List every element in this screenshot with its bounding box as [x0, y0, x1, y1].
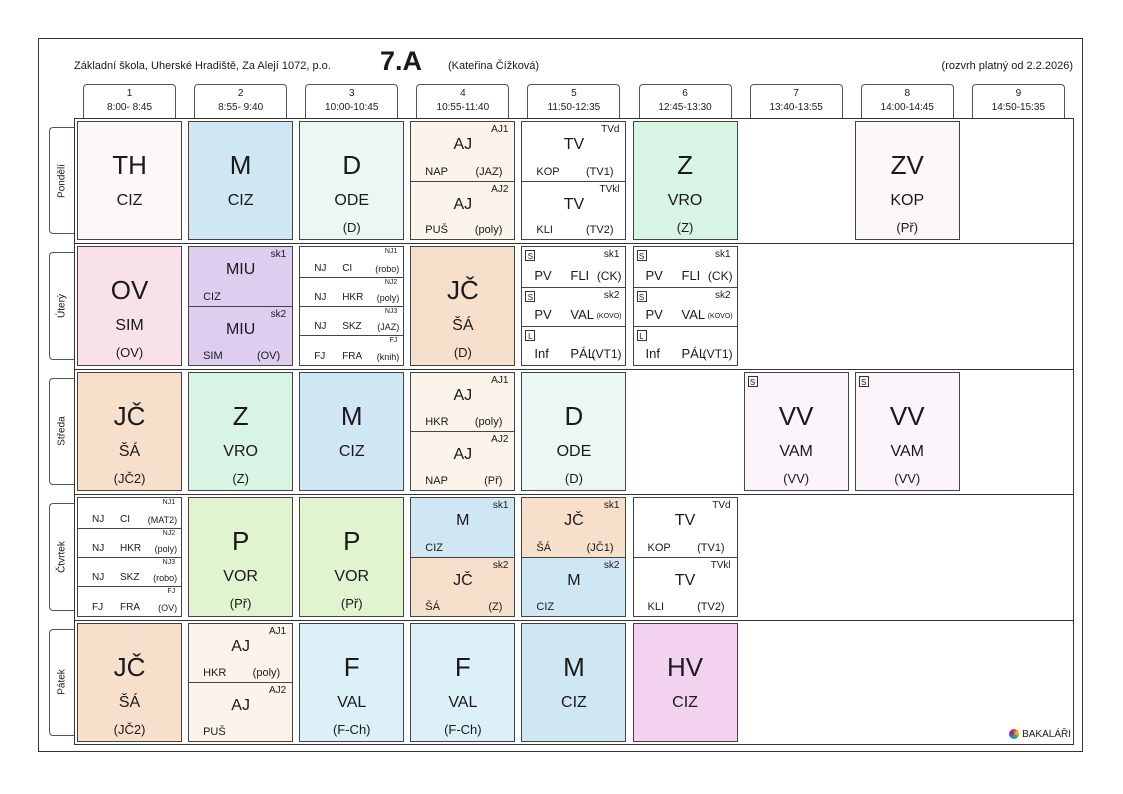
lesson-subject: Z — [677, 150, 693, 180]
lesson-group — [522, 181, 625, 240]
lesson-room: (VV) — [894, 470, 921, 486]
group-teacher: FLI — [570, 267, 590, 283]
lesson-cell — [633, 246, 738, 365]
period-2 — [194, 84, 287, 118]
day-name: Čtvrtek — [56, 541, 68, 573]
group-room: (poly) — [474, 416, 503, 429]
group-room: (robo) — [153, 573, 178, 584]
lesson-subject: ZV — [890, 150, 924, 180]
lesson-room: (D) — [453, 345, 472, 361]
group-subject: MIU — [225, 261, 256, 279]
lesson-cell — [77, 372, 182, 491]
lesson-teacher: VOR — [334, 568, 370, 586]
group-subject: FJ — [92, 601, 104, 613]
lesson-cell — [188, 623, 293, 742]
group-name: NJ1 — [384, 248, 398, 256]
group-subject: TV — [563, 136, 585, 153]
group-subject: TV — [674, 512, 696, 530]
lesson-tag: S — [859, 376, 869, 387]
lesson-teacher: ŠÁ — [452, 317, 474, 335]
lesson-teacher: VAL — [448, 693, 478, 711]
lesson-group — [78, 528, 181, 557]
lesson-group — [522, 557, 625, 616]
group-teacher: FLI — [681, 267, 701, 283]
group-subject: Inf — [645, 345, 660, 361]
group-name: sk2 — [715, 289, 731, 301]
lesson-room: (F-Ch) — [332, 721, 371, 737]
group-subject: NJ — [314, 262, 327, 274]
group-room: (Z) — [488, 600, 503, 613]
period-4 — [416, 84, 509, 118]
period-number: 7 — [793, 88, 799, 99]
lesson-cell — [77, 623, 182, 742]
group-teacher: KOP — [536, 165, 560, 178]
group-name: sk2 — [603, 289, 620, 301]
lesson-group — [634, 498, 737, 557]
group-teacher: CIZ — [425, 541, 444, 554]
group-tag: S — [525, 291, 535, 302]
day-label-4 — [49, 629, 74, 736]
group-room: (JČ1) — [586, 541, 614, 554]
period-time: 8:00- 8:45 — [107, 102, 153, 113]
lesson-group — [411, 122, 514, 181]
lesson-room: (Z) — [676, 220, 694, 235]
lesson-teacher: VRO — [223, 442, 258, 460]
lesson-room: (D) — [564, 470, 583, 486]
group-subject: PV — [645, 306, 663, 322]
lesson-group — [634, 247, 737, 286]
lesson-cell — [299, 497, 404, 616]
lesson-room: (Př) — [896, 220, 919, 235]
lesson-cell — [188, 497, 293, 616]
day-name: Středa — [56, 416, 68, 447]
lesson-group — [189, 247, 292, 306]
group-teacher: PÁL — [570, 345, 595, 361]
group-room: (JAZ) — [377, 322, 400, 333]
group-name: FJ — [389, 337, 398, 345]
lesson-cell — [410, 121, 515, 240]
group-teacher: CI — [120, 513, 130, 525]
group-name: sk1 — [603, 249, 620, 261]
lesson-room: (Z) — [232, 470, 249, 486]
lesson-group — [411, 181, 514, 240]
group-name: sk1 — [492, 500, 509, 512]
group-name: TVkl — [710, 559, 731, 571]
period-number: 3 — [348, 88, 355, 99]
group-teacher: PUŠ — [425, 224, 448, 237]
period-time: 12:45-13:30 — [658, 102, 712, 113]
group-name: AJ2 — [491, 183, 509, 195]
lesson-group — [300, 247, 403, 276]
period-number: 1 — [126, 88, 133, 99]
group-tag: S — [525, 250, 535, 261]
lesson-room: (OV) — [115, 345, 144, 361]
group-room: (CK) — [707, 268, 733, 283]
group-tag: L — [637, 330, 647, 341]
period-number: 8 — [904, 88, 911, 99]
group-subject: PV — [534, 267, 552, 283]
period-number: 9 — [1015, 88, 1022, 99]
lesson-teacher: CIZ — [672, 693, 698, 711]
lesson-cell — [299, 246, 404, 365]
group-name: NJ2 — [162, 529, 176, 537]
group-name: AJ2 — [491, 434, 509, 446]
lesson-cell — [299, 121, 404, 240]
group-tag: S — [637, 291, 647, 302]
lesson-cell — [299, 623, 404, 742]
lesson-teacher: ODE — [556, 442, 592, 460]
group-teacher: HKR — [203, 667, 227, 680]
period-time: 13:40-13:55 — [769, 102, 823, 113]
group-name: sk2 — [270, 309, 287, 321]
lesson-teacher: ŠÁ — [118, 693, 141, 711]
lesson-cell — [633, 121, 738, 240]
group-teacher: ŠÁ — [425, 600, 440, 613]
lesson-subject: F — [454, 651, 471, 682]
group-name: NJ1 — [162, 499, 176, 507]
day-name: Pátek — [56, 669, 68, 696]
lesson-cell — [188, 246, 293, 365]
lesson-group — [78, 498, 181, 527]
group-name: TVkl — [599, 183, 620, 195]
period-9 — [972, 84, 1065, 118]
lesson-teacher: CIZ — [338, 442, 365, 460]
lesson-subject: TH — [112, 150, 147, 180]
lesson-tag: S — [748, 376, 758, 387]
group-subject: PV — [645, 267, 663, 283]
period-time: 11:50-12:35 — [547, 102, 601, 113]
group-room: (poly) — [474, 224, 503, 237]
group-teacher: SIM — [203, 349, 223, 362]
lesson-cell — [77, 121, 182, 240]
period-time: 14:50-15:35 — [991, 102, 1046, 113]
group-room: (CK) — [596, 268, 622, 283]
lesson-cell — [633, 497, 738, 616]
group-name: NJ3 — [384, 308, 398, 316]
group-teacher: NAP — [425, 165, 448, 178]
group-teacher: KLI — [536, 224, 553, 237]
lesson-teacher: ŠÁ — [118, 442, 141, 460]
group-teacher: KLI — [647, 600, 665, 613]
lesson-room: (D) — [342, 220, 361, 235]
lesson-subject: D — [564, 400, 584, 431]
lesson-teacher: CIZ — [116, 192, 143, 209]
group-subject: NJ — [92, 513, 105, 525]
group-subject: M — [456, 512, 470, 530]
group-room: (TV2) — [697, 600, 725, 613]
group-room: (Př) — [484, 475, 503, 488]
group-subject: TV — [674, 571, 696, 589]
lesson-group — [411, 498, 514, 557]
period-3 — [305, 84, 398, 118]
lesson-cell — [521, 121, 626, 240]
group-name: TVd — [712, 500, 731, 512]
lesson-group — [189, 682, 292, 741]
lesson-teacher: VOR — [223, 568, 258, 586]
group-teacher: HKR — [342, 292, 364, 304]
group-teacher: NAP — [425, 475, 448, 488]
lesson-cell — [299, 372, 404, 491]
group-teacher: CIZ — [203, 291, 221, 304]
group-name: AJ1 — [491, 374, 509, 386]
group-teacher: SKZ — [342, 321, 362, 333]
lesson-cell — [77, 497, 182, 616]
lesson-room: (F-Ch) — [444, 721, 482, 737]
group-tag: L — [525, 330, 535, 341]
lesson-subject: D — [342, 150, 362, 180]
lesson-subject: HV — [666, 651, 704, 682]
lesson-group — [522, 326, 625, 365]
group-room: (poly) — [376, 293, 400, 304]
group-subject: AJ — [453, 386, 473, 404]
group-room: (TV1) — [585, 165, 614, 178]
lesson-room: (JČ2) — [113, 470, 146, 486]
day-label-0 — [49, 127, 74, 234]
group-name: TVd — [601, 124, 620, 135]
school-name: Základní škola, Uherské Hradiště, Za Alejí 1072, p.o. — [74, 60, 331, 72]
group-room: (TV2) — [585, 224, 614, 237]
lesson-subject: OV — [110, 275, 149, 306]
group-subject: JČ — [453, 571, 473, 589]
group-teacher: FRA — [120, 601, 140, 613]
group-room: (OV) — [158, 602, 178, 613]
lesson-cell — [410, 623, 515, 742]
lesson-cell — [188, 372, 293, 491]
group-room: (VT1) — [591, 346, 622, 361]
lesson-group — [300, 306, 403, 335]
group-subject: TV — [563, 195, 585, 213]
period-number: 5 — [571, 88, 577, 99]
group-room: (poly) — [252, 667, 281, 680]
group-room: (knih) — [376, 351, 400, 362]
group-subject: AJ — [453, 195, 473, 213]
group-teacher: PUŠ — [203, 725, 226, 738]
group-subject: AJ — [231, 697, 250, 715]
lesson-group — [78, 557, 181, 586]
group-teacher: VAL — [570, 306, 594, 322]
period-number: 2 — [237, 88, 244, 99]
valid-from: (rozvrh platný od 2.2.2026) — [941, 60, 1073, 72]
lesson-group — [634, 557, 737, 616]
group-room: (MAT2) — [147, 514, 178, 525]
group-teacher: HKR — [120, 542, 142, 554]
lesson-subject: JČ — [446, 275, 479, 306]
group-name: sk2 — [492, 559, 509, 571]
group-name: sk2 — [603, 559, 620, 571]
group-name: sk1 — [270, 249, 287, 261]
lesson-group — [522, 498, 625, 557]
group-teacher: SKZ — [120, 572, 140, 584]
group-tag: S — [637, 250, 647, 261]
lesson-subject: F — [343, 651, 360, 682]
lesson-room: (Př) — [340, 596, 363, 612]
lesson-subject: P — [343, 526, 361, 557]
group-name: AJ1 — [491, 124, 509, 135]
lesson-group — [300, 335, 403, 364]
lesson-cell — [855, 121, 960, 240]
lesson-cell — [410, 497, 515, 616]
lesson-room: (Př) — [229, 596, 252, 612]
group-subject: NJ — [314, 292, 327, 304]
lesson-subject: VV — [889, 400, 925, 431]
group-subject: JČ — [564, 512, 584, 530]
lesson-teacher: SIM — [115, 317, 144, 335]
period-time: 10:55-11:40 — [436, 102, 490, 113]
group-room: (robo) — [375, 263, 400, 274]
group-room: (TV1) — [697, 541, 725, 554]
group-subject: NJ — [92, 572, 105, 584]
logo-icon — [1009, 729, 1019, 739]
period-7 — [750, 84, 843, 118]
group-name: NJ3 — [162, 558, 176, 566]
group-name: FJ — [167, 588, 176, 596]
group-name: sk1 — [603, 500, 620, 512]
lesson-cell — [633, 623, 738, 742]
lesson-group — [300, 277, 403, 306]
group-subject: PV — [534, 306, 552, 322]
lesson-subject: M — [563, 651, 585, 682]
period-number: 6 — [682, 88, 688, 99]
group-subject: AJ — [231, 637, 250, 655]
lesson-teacher: CIZ — [561, 693, 587, 711]
lesson-cell — [744, 372, 849, 491]
group-subject: NJ — [314, 321, 327, 333]
logo-text: BAKALÁŘI — [1022, 729, 1071, 740]
period-6 — [639, 84, 732, 118]
lesson-group — [411, 431, 514, 490]
group-room: (OV) — [256, 349, 281, 362]
period-5 — [527, 84, 620, 118]
lesson-group — [522, 122, 625, 181]
group-teacher: CI — [342, 262, 353, 274]
period-time: 10:00-10:45 — [325, 102, 379, 113]
lesson-cell — [188, 121, 293, 240]
group-teacher: CIZ — [536, 600, 555, 613]
lesson-group — [522, 247, 625, 286]
group-subject: AJ — [453, 446, 473, 464]
lesson-cell — [521, 497, 626, 616]
group-subject: Inf — [534, 345, 549, 361]
group-room: (KOVO) — [596, 312, 622, 320]
lesson-group — [522, 287, 625, 326]
group-room: (JAZ) — [475, 165, 503, 178]
group-name: sk1 — [715, 249, 731, 261]
class-name: 7.A — [380, 46, 423, 76]
group-subject: AJ — [453, 136, 473, 153]
group-teacher: HKR — [425, 416, 449, 429]
lesson-group — [634, 287, 737, 326]
group-name: AJ1 — [268, 625, 287, 637]
lesson-cell — [410, 246, 515, 365]
period-time: 14:00-14:45 — [880, 102, 934, 113]
lesson-teacher: KOP — [890, 192, 925, 209]
group-teacher: ŠÁ — [536, 541, 552, 554]
lesson-subject: JČ — [113, 400, 146, 431]
lesson-room: (JČ2) — [113, 721, 146, 737]
lesson-subject: JČ — [113, 651, 146, 682]
group-teacher: PÁL — [681, 345, 707, 361]
day-label-2 — [49, 378, 74, 485]
lesson-subject: M — [340, 400, 363, 431]
day-label-1 — [49, 252, 74, 359]
lesson-teacher: VAL — [337, 693, 367, 711]
period-time: 8:55- 9:40 — [218, 102, 264, 113]
group-teacher: FRA — [342, 350, 363, 362]
day-label-3 — [49, 503, 74, 610]
lesson-subject: P — [231, 526, 250, 557]
group-room: (poly) — [154, 543, 178, 554]
lesson-subject: M — [229, 150, 252, 180]
lesson-cell — [521, 623, 626, 742]
lesson-teacher: ODE — [334, 192, 370, 209]
group-teacher: VAL — [681, 306, 706, 322]
lesson-group — [189, 306, 292, 365]
group-subject: M — [567, 571, 581, 589]
period-1 — [83, 84, 176, 118]
lesson-group — [411, 557, 514, 616]
lesson-subject: VV — [778, 400, 814, 431]
lesson-teacher: VAM — [890, 442, 924, 460]
lesson-cell — [855, 372, 960, 491]
group-subject: FJ — [314, 350, 326, 362]
group-room: (KOVO) — [707, 312, 733, 320]
day-name: Pondělí — [56, 163, 68, 198]
lesson-teacher: CIZ — [227, 192, 254, 209]
group-subject: MIU — [225, 321, 256, 339]
period-number: 4 — [460, 88, 466, 99]
group-room: (VT1) — [702, 346, 733, 361]
group-name: NJ2 — [384, 278, 398, 286]
group-name: AJ2 — [268, 685, 287, 697]
lesson-group — [78, 586, 181, 615]
period-8 — [861, 84, 954, 118]
lesson-cell — [410, 372, 515, 491]
lesson-group — [634, 326, 737, 365]
lesson-teacher: VAM — [779, 442, 813, 460]
day-name: Úterý — [56, 294, 68, 319]
lesson-room: (VV) — [783, 470, 810, 486]
lesson-group — [411, 373, 514, 432]
bakalari-logo — [1009, 729, 1071, 740]
lesson-group — [189, 624, 292, 683]
lesson-cell — [521, 246, 626, 365]
group-subject: NJ — [92, 542, 105, 554]
lesson-cell — [77, 246, 182, 365]
group-teacher: KOP — [647, 541, 671, 554]
lesson-subject: Z — [232, 400, 249, 431]
lesson-cell — [521, 372, 626, 491]
lesson-teacher: VRO — [667, 192, 703, 209]
class-teacher: (Kateřina Čížková) — [448, 60, 540, 72]
